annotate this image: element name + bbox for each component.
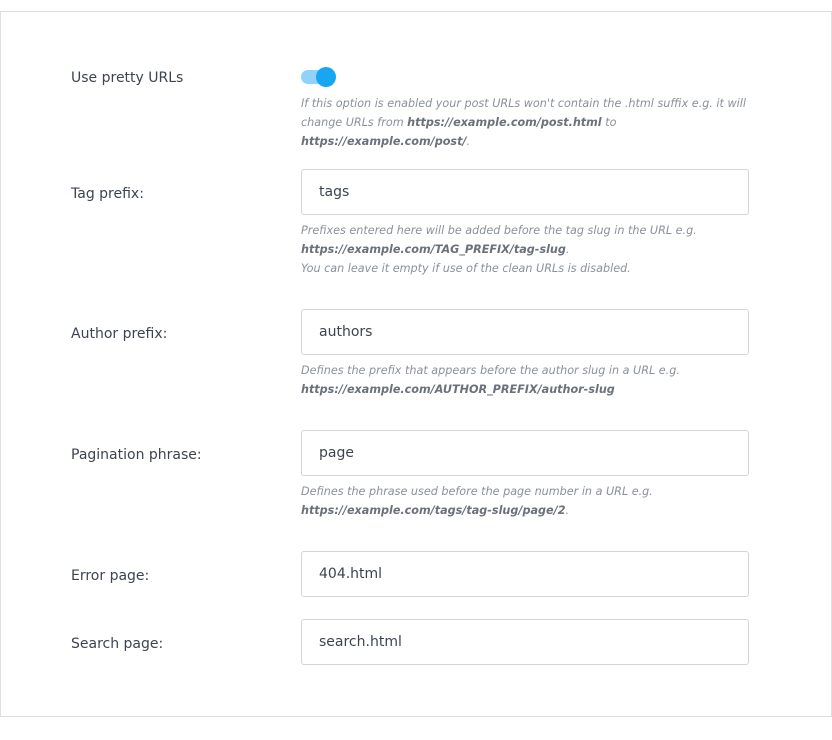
tag-prefix-help xyxy=(301,221,761,278)
pagination-phrase-help xyxy=(301,482,761,520)
error-page-input[interactable] xyxy=(301,551,749,597)
pretty-urls-label: Use pretty URLs xyxy=(71,70,184,86)
pretty-urls-toggle[interactable] xyxy=(301,67,335,87)
author-prefix-help-text: Defines the prefix that appears before the author slug in a URL e.g. xyxy=(301,364,680,377)
url-settings-panel xyxy=(0,11,832,717)
pagination-phrase-label: Pagination phrase: xyxy=(71,447,202,463)
tag-prefix-input[interactable] xyxy=(301,169,749,215)
tag-prefix-label: Tag prefix: xyxy=(71,186,144,202)
pagination-phrase-input[interactable] xyxy=(301,430,749,476)
pagination-phrase-help-text: Defines the phrase used before the page number in a URL e.g. xyxy=(301,485,653,498)
tag-prefix-help-url: https://example.com/TAG_PREFIX/tag-slug xyxy=(301,243,566,256)
author-prefix-help-url: https://example.com/AUTHOR_PREFIX/author-slug xyxy=(301,383,615,396)
pretty-urls-help-to: to xyxy=(601,116,617,129)
pretty-urls-help-end: . xyxy=(466,135,471,148)
pretty-urls-help-text: If this option is enabled your post URLs won't contain the .html suffix e.g. it will change URLs from xyxy=(301,97,746,129)
pagination-phrase-help-url: https://example.com/tags/tag-slug/page/2 xyxy=(301,504,566,517)
tag-prefix-help-period: . xyxy=(565,243,570,256)
search-page-input[interactable] xyxy=(301,619,749,665)
author-prefix-help xyxy=(301,361,761,399)
toggle-knob xyxy=(316,67,336,87)
error-page-label: Error page: xyxy=(71,568,150,584)
pagination-phrase-help-period: . xyxy=(565,504,570,517)
author-prefix-label: Author prefix: xyxy=(71,326,168,342)
pretty-urls-help-url-2: https://example.com/post/ xyxy=(301,135,467,148)
pretty-urls-help xyxy=(301,94,761,151)
author-prefix-input[interactable] xyxy=(301,309,749,355)
tag-prefix-help-text: Prefixes entered here will be added before the tag slug in the URL e.g. xyxy=(301,224,697,237)
pretty-urls-help-url-1: https://example.com/post.html xyxy=(407,116,602,129)
tag-prefix-help-note: You can leave it empty if use of the clean URLs is disabled. xyxy=(301,262,631,275)
search-page-label: Search page: xyxy=(71,636,164,652)
